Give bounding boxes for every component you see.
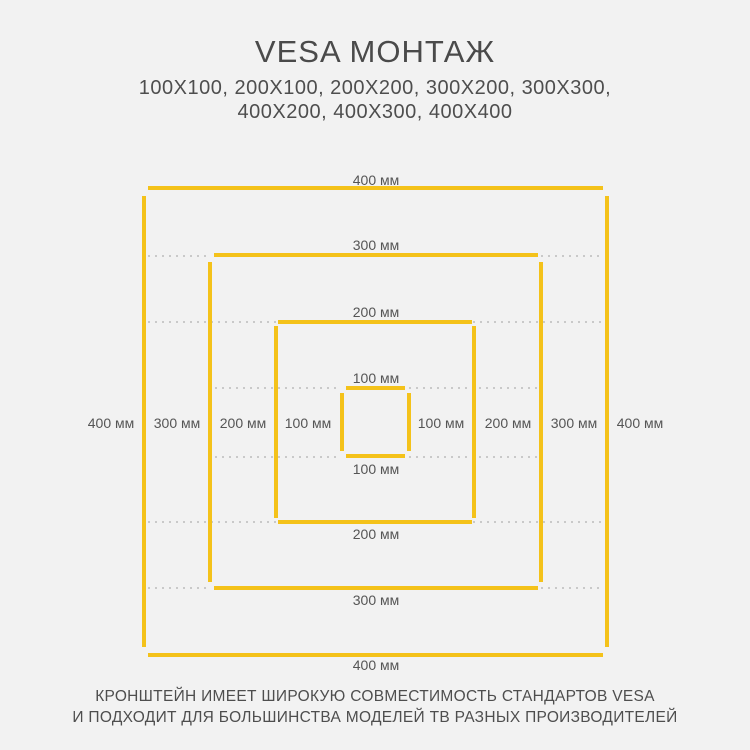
description: [0, 686, 750, 728]
label-200-bottom: 200 мм: [352, 526, 400, 542]
label-300-left: 300 мм: [153, 415, 201, 431]
dimension-labels: [88, 172, 664, 673]
label-400-top: 400 мм: [352, 172, 400, 188]
frame-100: [342, 388, 409, 456]
label-400-left: 400 мм: [87, 415, 135, 431]
label-200-right: 200 мм: [484, 415, 532, 431]
label-300-right: 300 мм: [550, 415, 598, 431]
label-200-top: 200 мм: [352, 304, 400, 320]
vesa-sizes-line-2: 400X200, 400X300, 400X400: [237, 101, 513, 123]
label-300-bottom: 300 мм: [352, 592, 400, 608]
description-line-2: И ПОДХОДИТ ДЛЯ БОЛЬШИНСТВА МОДЕЛЕЙ ТВ РАЗНЫХ ПРОИЗВОДИТЕЛЕЙ: [72, 709, 678, 726]
description-line-1: КРОНШТЕЙН ИМЕЕТ ШИРОКУЮ СОВМЕСТИМОСТЬ СТАНДАРТОВ VESA: [95, 688, 655, 705]
label-100-bottom: 100 мм: [352, 461, 400, 477]
label-200-left: 200 мм: [219, 415, 267, 431]
label-400-bottom: 400 мм: [352, 657, 400, 673]
page-title: VESA МОНТАЖ: [254, 34, 496, 69]
label-300-top: 300 мм: [352, 237, 400, 253]
label-400-right: 400 мм: [616, 415, 664, 431]
vesa-sizes-line-1: 100X100, 200X100, 200X200, 300X200, 300X300,: [138, 77, 612, 99]
label-100-top: 100 мм: [352, 370, 400, 386]
label-100-right: 100 мм: [417, 415, 465, 431]
frame-400: [144, 188, 607, 655]
label-100-left: 100 мм: [284, 415, 332, 431]
